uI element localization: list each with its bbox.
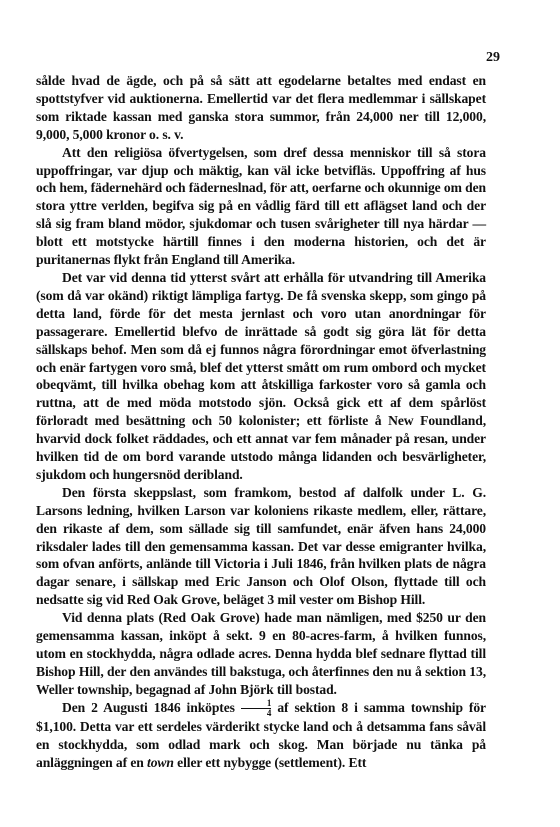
- fraction-quarter: [241, 699, 271, 718]
- fraction-numerator: 1: [241, 699, 271, 709]
- paragraph-5: Vid denna plats (Red Oak Grove) hade man nämligen, med $250 ur den gemensamma kassan, inköpt å sekt. 9 en 80-acres-farm, å hvilken funnos, utom en stockhydda, några odlade acres. Denna hydda blef sednare flyttad till Bishop Hill, der den användes till bakstuga, och återfinnes den nu å sektion 13, Weller township, begagnad af John Björk till bostad.: [36, 610, 486, 697]
- paragraph-4: Den första skeppslast, som framkom, bestod af dalfolk under L. G. Larsons ledning, hvilken Larson var koloniens rikaste medlem, eller, rättare, den rikaste af dem, som sällade sig till samfundet, enär äfven hans 24,000 riksdaler lades till den gemensamma kassan. Det var desse emigranter hvilka, som ofvan anförts, anlände till Victoria i Juli 1846, från hvilken plats de några dagar senare, i sällskap med Eric Janson och Olof Olson, flyttade till och nedsatte sig vid Red Oak Grove, beläget 3 mil vester om Bishop Hill.: [36, 484, 486, 608]
- paragraph-6-end: eller ett nybygge (settlement). Ett: [177, 754, 367, 770]
- body-text: [36, 72, 486, 772]
- paragraph-2: Att den religiösa öfvertygelsen, som dref dessa menniskor till så stora uppoffringar, var djup och mäktig, kan väl icke betvifläs. Uppoffring af hus och hem, fädernehärd och fäderneslnad, för att, oerfarne och okunnige om den stora yttre verlden, begifva sig på en vådlig färd till ett aflägset land och der slå sig fram bland mödor, sjukdomar och tusen svårigheter till nya härdar — blott ett motstycke härtill finnes i den moderna historien, och det är puritanernas flykt från England till Amerika.: [36, 144, 486, 268]
- fraction-denominator: 4: [266, 708, 272, 719]
- paragraph-6-middle: af sektion 8 i samma township för $1,100. Detta var ett serdeles värderikt stycke land och å detsamma fans såväl en stockhydda, som odlad mark och skog. Man började nu tänka på anläggningen af en: [36, 699, 486, 770]
- paragraph-6: [36, 699, 486, 772]
- page-number: 29: [486, 50, 500, 65]
- paragraph-1: sålde hvad de ägde, och på så sätt att egodelarne betaltes med endast en spottstyfver vid auktionerna. Emellertid var det flera medlemmar i sällskapet som riktade kassan med ganska stora summor, från 24,000 ner till 12,000, 9,000, 5,000 kronor o. s. v.: [36, 73, 486, 142]
- paragraph-6-start: Den 2 Augusti 1846 inköptes: [62, 699, 235, 715]
- italic-word-town: town: [147, 754, 174, 770]
- paragraph-3: Det var vid denna tid ytterst svårt att erhålla för utvandring till Amerika (som då var okänd) riktigt lämpliga fartyg. De få svenska skepp, som gingo på detta land, förde för det mesta jernlast och voro utan anordningar för passagerare. Emellertid blefvo de inrättade så godt sig göra lät för detta sällskaps behof. Men som då ej funnos några förordningar emot öfverlastning och enär fartygen voro små, blef det ytterst smått om rum ombord och mycket obeqvämt, till hvilka obehag kom att åtskilliga farkoster voro så gamla och ruttna, att de med möda motstodo sjön. Också gick ett af dem spårlöst förloradt med besättning och 50 kolonister; ett förliste å New Foundland, hvarvid dock folket räddades, och ett annat var fem månader på resan, under hvilken tid de om bord varande utstodo många lidanden och besvärligheter, sjukdom och hungersnöd deribland.: [36, 269, 486, 482]
